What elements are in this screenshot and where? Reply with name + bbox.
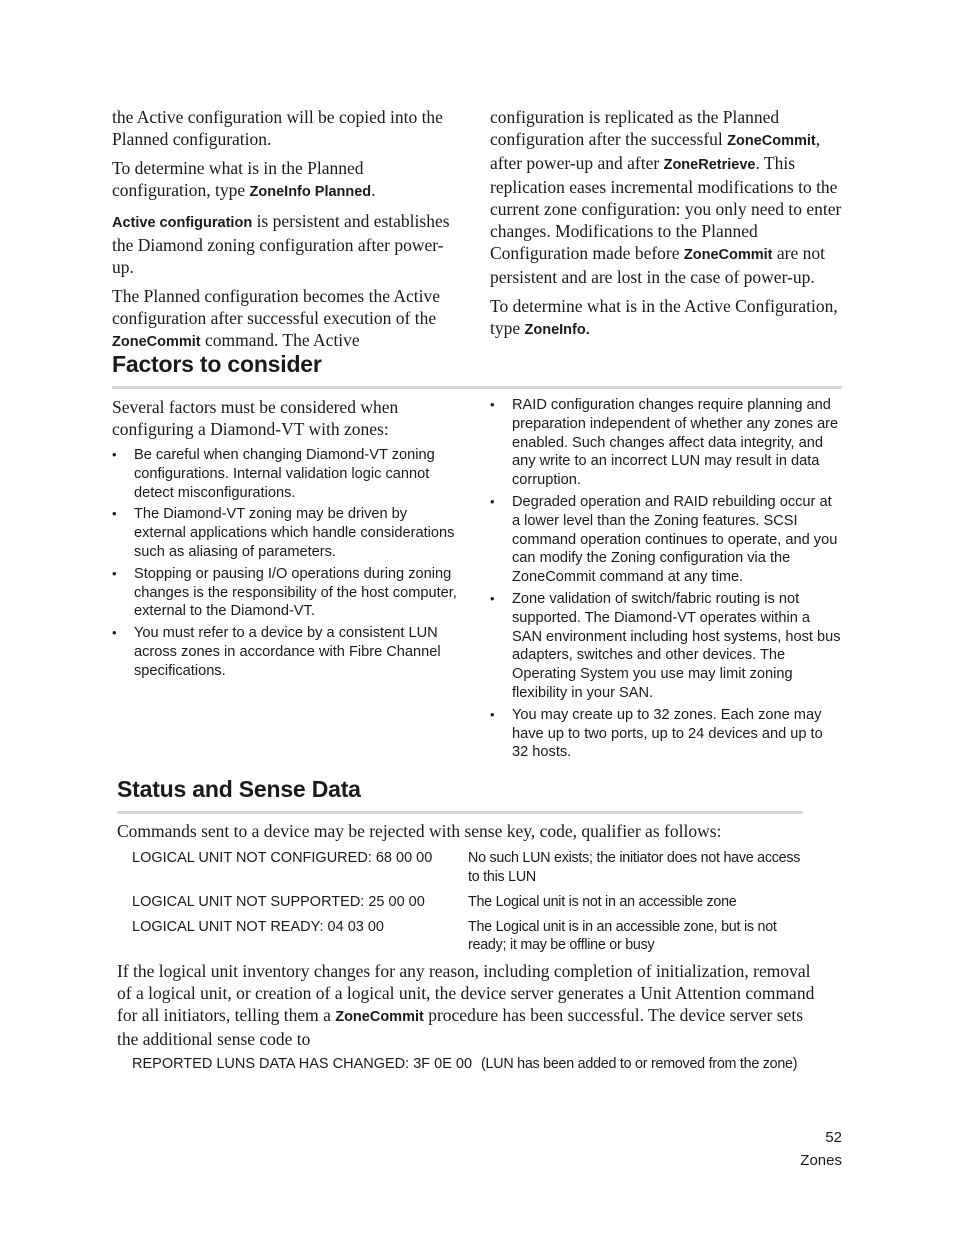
section-heading-factors: Factors to consider [112,351,322,377]
sense-code-description: No such LUN exists; the initiator does not have access to this LUN [468,850,801,885]
page-number: 52 [825,1129,842,1146]
factors-left-list [112,446,462,681]
list-item: • You may create up to 32 zones. Each zone may have up to two ports, up to 24 devices and up to 32 hosts. [490,706,842,762]
command-name: ZoneCommit [683,247,773,263]
sense-code-key: LOGICAL UNIT NOT CONFIGURED: 68 00 00 [132,850,433,866]
reported-luns-row [132,1055,832,1074]
factors-intro: Several factors must be considered when configuring a Diamond-VT with zones: [112,397,399,439]
sense-code-table [132,849,822,955]
sense-code-description: The Logical unit is in an accessible zone, but is not ready; it may be offline or busy [468,918,777,953]
list-item: • The Diamond-VT zoning may be driven by external applications which handle considerations such as aliasing of parameters. [112,505,462,561]
section-divider [112,386,842,389]
factors-right-list [490,396,842,762]
command-name: ZoneRetrieve [663,157,756,173]
list-item: • Zone validation of switch/fabric routing is not supported. The Diamond-VT operates within a SAN environment including host systems, host bus adapters, switches and other devices. The Operating System you use may limit zoning flexibility in your SAN. [490,590,842,703]
page-footer [800,1126,842,1172]
sense-code-row [132,893,822,912]
unit-attention-paragraph: If the logical unit inventory changes for any reason, including completion of initialization, removal of a logical unit, or creation of a logical unit, the device server generates a Unit Attention command for all initiators, telling them a ZoneCommit procedure has been successful. The device server sets the additional sense code to [117,961,815,1049]
paragraph: configuration is replicated as the Planned configuration after the successful ZoneCommit, after power-up and after ZoneRetrieve. This replication eases incremental modifications to the current zone configuration: you only need to enter changes. Modifications to the Planned Configuration made before ZoneCommit are not persistent and are lost in the case of power-up. [490,107,842,287]
paragraph: the Active configuration will be copied into the Planned configuration. [112,107,443,149]
list-item: • You must refer to a device by a consistent LUN across zones in accordance with Fibre Channel specifications. [112,624,462,680]
sense-code-key: LOGICAL UNIT NOT SUPPORTED: 25 00 00 [132,894,425,910]
factors-left-column [112,396,462,684]
list-item: • Be careful when changing Diamond-VT zoning configurations. Internal validation logic cannot detect misconfigurations. [112,446,462,502]
paragraph: To determine what is in the Active Configuration, type ZoneInfo. [490,296,838,338]
command-name: ZoneInfo. [524,322,590,338]
list-item: • Degraded operation and RAID rebuilding occur at a lower level than the Zoning features. SCSI command operation continues to operate, and you can modify the Zoning configuration via the ZoneCommit command at any time. [490,493,842,587]
paragraph: The Planned configuration becomes the Active configuration after successful execution of the ZoneCommit command. The Active [112,286,441,350]
paragraph: To determine what is in the Planned configuration, type ZoneInfo Planned. [112,158,376,200]
status-intro: Commands sent to a device may be rejected with sense key, code, qualifier as follows: [117,821,722,841]
list-item: • Stopping or pausing I/O operations during zoning changes is the responsibility of the host computer, external to the Diamond-VT. [112,565,462,621]
section-divider [117,811,803,814]
section-heading-status: Status and Sense Data [117,776,361,802]
list-item: • RAID configuration changes require planning and preparation independent of whether any zones are enabled. Such changes affect data integrity, and any write to an incorrect LUN may result in data corruption. [490,396,842,490]
factors-right-column [490,396,842,765]
sense-code-key: LOGICAL UNIT NOT READY: 04 03 00 [132,918,384,935]
command-name: ZoneInfo Planned [249,184,372,200]
sense-code-row [132,918,822,955]
sense-code-row [132,849,822,886]
command-name: ZoneCommit [112,334,201,350]
reported-luns-description: (LUN has been added to or removed from the zone) [481,1056,798,1072]
paragraph: Active configuration is persistent and establishes the Diamond zoning configuration after power-up. [112,211,450,277]
sense-code-description: The Logical unit is not in an accessible zone [468,894,737,910]
footer-section-name: Zones [800,1152,842,1169]
term-label: Active configuration [112,215,253,231]
top-left-column [112,106,464,360]
reported-luns-key: REPORTED LUNS DATA HAS CHANGED: 3F 0E 00 [132,1056,473,1072]
command-name: ZoneCommit [727,133,816,149]
command-name: ZoneCommit [335,1009,424,1025]
top-right-column [490,106,842,348]
